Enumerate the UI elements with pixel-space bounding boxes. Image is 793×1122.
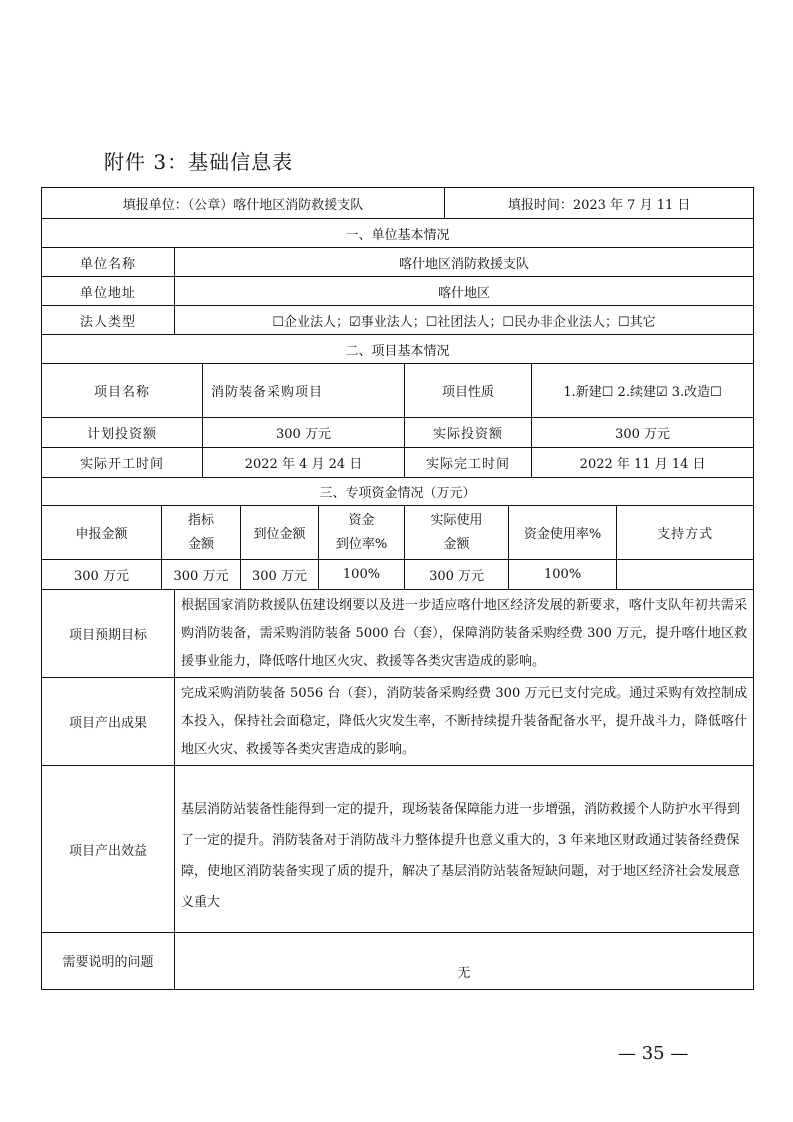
col-arrival-rate	[319, 506, 405, 560]
col-arrival-rate-line2: 到位率%	[335, 536, 388, 552]
actual-investment-value: 300 万元	[532, 418, 754, 448]
val-actual-used: 300 万元	[405, 560, 509, 590]
start-date-label: 实际开工时间	[42, 448, 203, 478]
legal-type-label: 法人类型	[42, 306, 175, 335]
col-declared-amount: 申报金额	[42, 506, 162, 560]
val-usage-rate: 100%	[509, 560, 617, 590]
end-date-label: 实际完工时间	[405, 448, 532, 478]
address-value: 喀什地区	[175, 277, 754, 306]
col-actual-used	[405, 506, 509, 560]
end-date-value: 2022 年 11 月 14 日	[532, 448, 754, 478]
output-text: 完成采购消防装备 5056 台（套），消防装备采购经费 300 万元已支付完成。通过采购有效控制成本投入，保持社会面稳定，降低火灾发生率，不断持续提升装备配备水平，提升战斗力，降低喀什地区火灾、救援等各类灾害造成的影响。	[175, 678, 754, 766]
section2-heading: 二、项目基本情况	[42, 335, 754, 364]
val-quota-amount: 300 万元	[162, 560, 241, 590]
legal-type-options: ☐企业法人；☑事业法人；☐社团法人；☐民办非企业法人；☐其它	[175, 306, 754, 335]
project-nature-label: 项目性质	[405, 364, 532, 418]
address-label: 单位地址	[42, 277, 175, 306]
col-support-mode: 支持方式	[617, 506, 754, 560]
benefit-label: 项目产出效益	[42, 766, 175, 933]
benefit-text: 基层消防站装备性能得到一定的提升，现场装备保障能力进一步增强，消防救援个人防护水平得到了一定的提升。消防装备对于消防战斗力整体提升也意义重大的，3 年来地区财政通过装备经费保障，使地区消防装备实现了质的提升，解决了基层消防站装备短缺问题，对于地区经济社会发展意义重大	[175, 766, 754, 933]
col-arrived-amount: 到位金额	[241, 506, 319, 560]
goal-text: 根据国家消防救援队伍建设纲要以及进一步适应喀什地区经济发展的新要求，喀什支队年初共需采购消防装备，需采购消防装备 5000 台（套），保障消防装备采购经费 300 万元，提升喀什地区救援事业能力，降低喀什地区火灾、救援等各类灾害造成的影响。	[175, 590, 754, 678]
project-name-label: 项目名称	[42, 364, 203, 418]
start-date-value: 2022 年 4 月 24 日	[203, 448, 405, 478]
val-support-mode	[617, 560, 754, 590]
page-title: 附件 3：基础信息表	[104, 150, 294, 174]
col-actual-used-line2: 金额	[443, 536, 470, 552]
issues-text: 无	[175, 933, 754, 990]
col-quota-amount-line1: 指标	[187, 512, 214, 528]
header-unit: 填报单位：（公章）喀什地区消防救援支队	[42, 188, 445, 219]
unit-name-value: 喀什地区消防救援支队	[175, 248, 754, 277]
col-quota-amount-line2: 金额	[187, 536, 214, 552]
col-arrival-rate-line1: 资金	[348, 512, 375, 528]
val-arrived-amount: 300 万元	[241, 560, 319, 590]
output-label: 项目产出成果	[42, 678, 175, 766]
unit-name-label: 单位名称	[42, 248, 175, 277]
project-nature-value: 1.新建☐ 2.续建☑ 3.改造☐	[532, 364, 754, 418]
section1-heading: 一、单位基本情况	[42, 219, 754, 248]
project-name-value: 消防装备采购项目	[203, 364, 405, 418]
val-declared-amount: 300 万元	[42, 560, 162, 590]
header-time: 填报时间：2023 年 7 月 11 日	[445, 188, 754, 219]
planned-investment-label: 计划投资额	[42, 418, 203, 448]
col-actual-used-line1: 实际使用	[430, 512, 483, 528]
val-arrival-rate: 100%	[319, 560, 405, 590]
col-quota-amount	[162, 506, 241, 560]
issues-label: 需要说明的问题	[42, 933, 175, 990]
section3-heading: 三、专项资金情况（万元）	[42, 478, 754, 506]
planned-investment-value: 300 万元	[203, 418, 405, 448]
actual-investment-label: 实际投资额	[405, 418, 532, 448]
col-usage-rate: 资金使用率%	[509, 506, 617, 560]
goal-label: 项目预期目标	[42, 590, 175, 678]
basic-info-table	[41, 187, 754, 990]
page-number: — 35 —	[618, 1043, 689, 1064]
